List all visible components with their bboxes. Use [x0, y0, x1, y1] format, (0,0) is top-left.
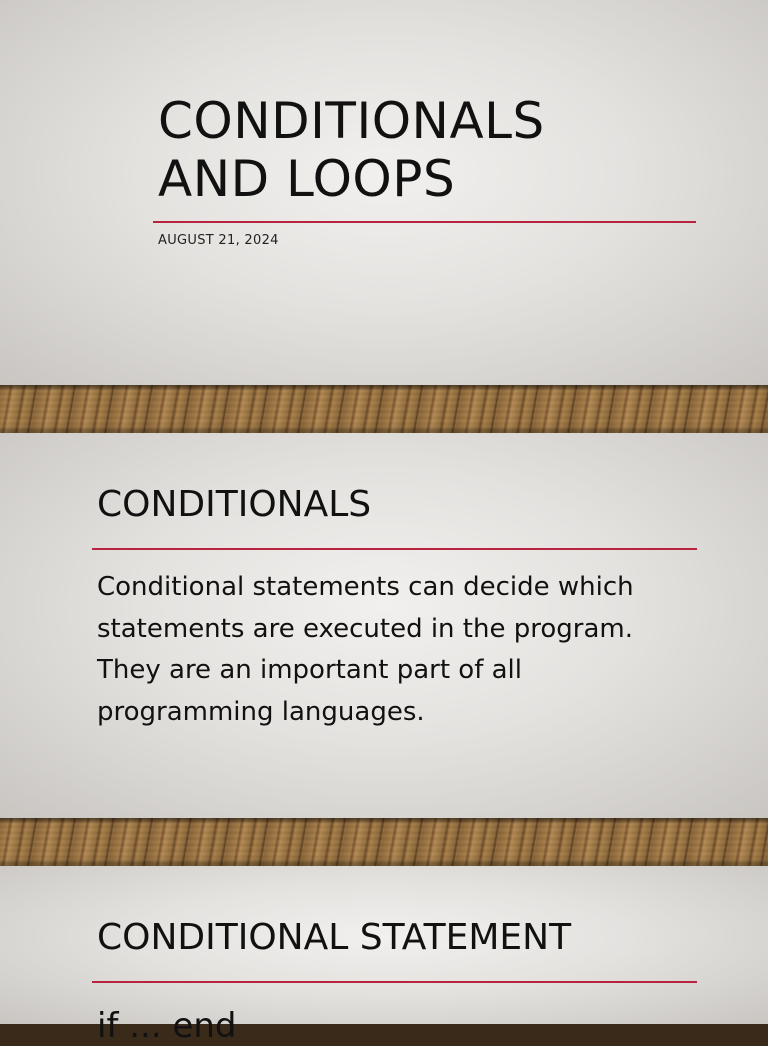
- slide-body-text: Conditional statements can decide which statements are executed in the program. They are an important part of all programming languages.: [97, 572, 634, 727]
- heading-divider: [92, 548, 697, 550]
- slide-heading: CONDITIONALS: [97, 484, 372, 525]
- wood-floor-band: [0, 818, 768, 866]
- slide-conditional-statement: [0, 866, 768, 1046]
- slide-title: [0, 0, 768, 385]
- slide-conditionals: [0, 433, 768, 818]
- slide-heading: CONDITIONAL STATEMENT: [97, 917, 572, 958]
- wood-floor-band: [0, 385, 768, 433]
- heading-divider: [92, 981, 697, 983]
- title-divider: [153, 221, 696, 223]
- presentation-date: AUGUST 21, 2024: [158, 233, 279, 248]
- presentation-title: CONDITIONALS AND LOOPS: [158, 92, 545, 208]
- slide-body-text: if ... end: [97, 1006, 237, 1046]
